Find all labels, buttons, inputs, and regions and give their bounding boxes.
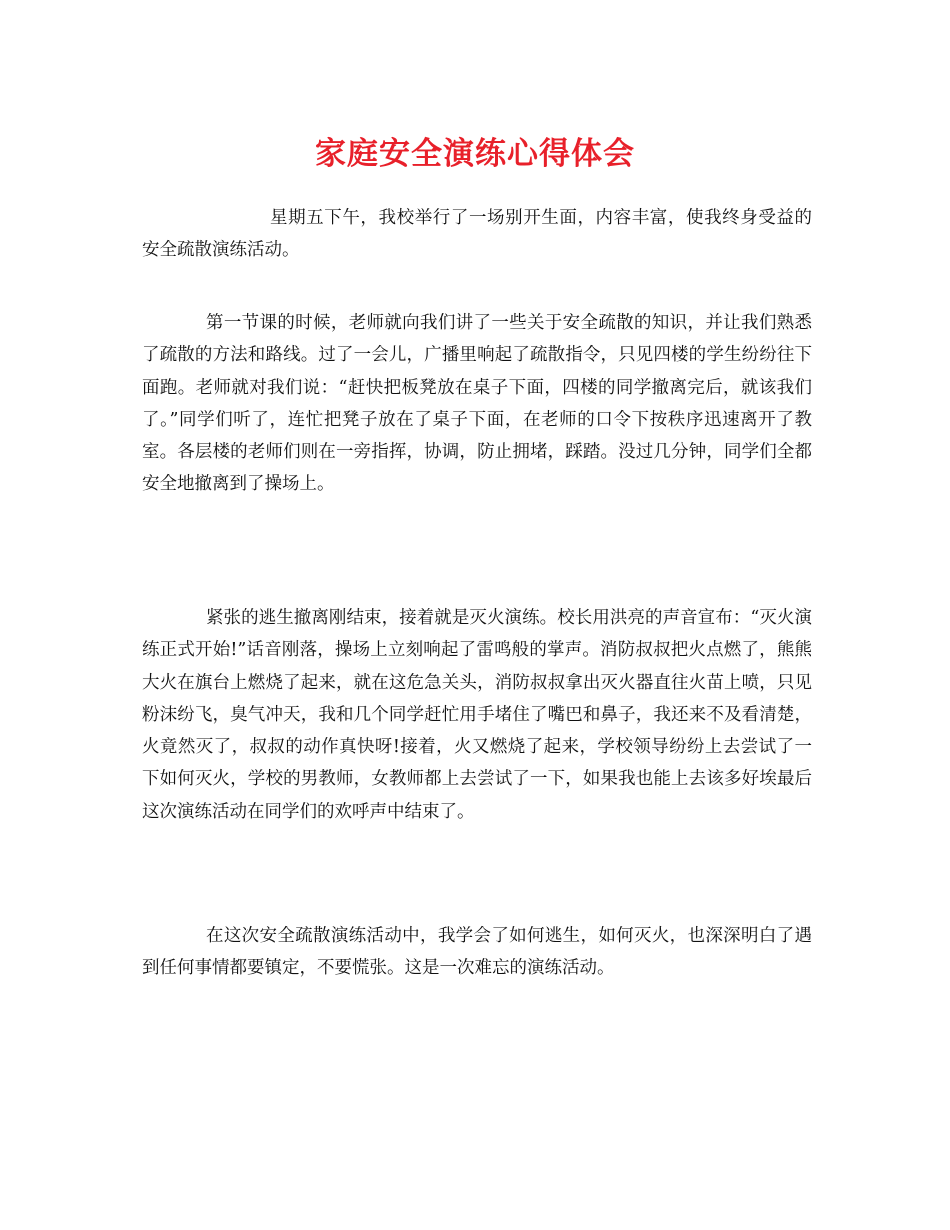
paragraph-4: 在这次安全疏散演练活动中，我学会了如何逃生，如何灭火，也深深明白了遇到任何事情都要镇定，不要慌张。这是一次难忘的演练活动。 — [142, 926, 812, 979]
paragraph-3: 紧张的逃生撤离刚结束，接着就是灭火演练。校长用洪亮的声音宣布：“灭火演练正式开始!”话音刚落，操场上立刻响起了雷鸣般的掌声。消防叔叔把火点燃了，熊熊大火在旗台上燃烧了起来，就在这危急关头，消防叔叔拿出灭火器直往火苗上喷，只见粉沫纷飞，臭气冲天，我和几个同学赶忙用手堵住了嘴巴和鼻子，我还来不及看清楚，火竟然灭了，叔叔的动作真快呀!接着，火又燃烧了起来，学校领导纷纷上去尝试了一下如何灭火，学校的男教师，女教师都上去尝试了一下，如果我也能上去该多好埃最后这次演练活动在同学们的欢呼声中结束了。 — [142, 608, 812, 822]
paragraph-1: 星期五下午，我校举行了一场别开生面，内容丰富，使我终身受益的安全疏散演练活动。 — [142, 208, 812, 261]
paragraph-2: 第一节课的时候，老师就向我们讲了一些关于安全疏散的知识，并让我们熟悉了疏散的方法和路线。过了一会儿，广播里响起了疏散指令，只见四楼的学生纷纷往下面跑。老师就对我们说：“赶快把板凳放在桌子下面，四楼的同学撤离完后，就该我们了。”同学们听了，连忙把凳子放在了桌子下面，在老师的口令下按秩序迅速离开了教室。各层楼的老师们则在一旁指挥，协调，防止拥堵，踩踏。没过几分钟，同学们全都安全地撤离到了操场上。 — [142, 313, 812, 495]
document-title: 家庭安全演练心得体会 — [315, 136, 635, 172]
